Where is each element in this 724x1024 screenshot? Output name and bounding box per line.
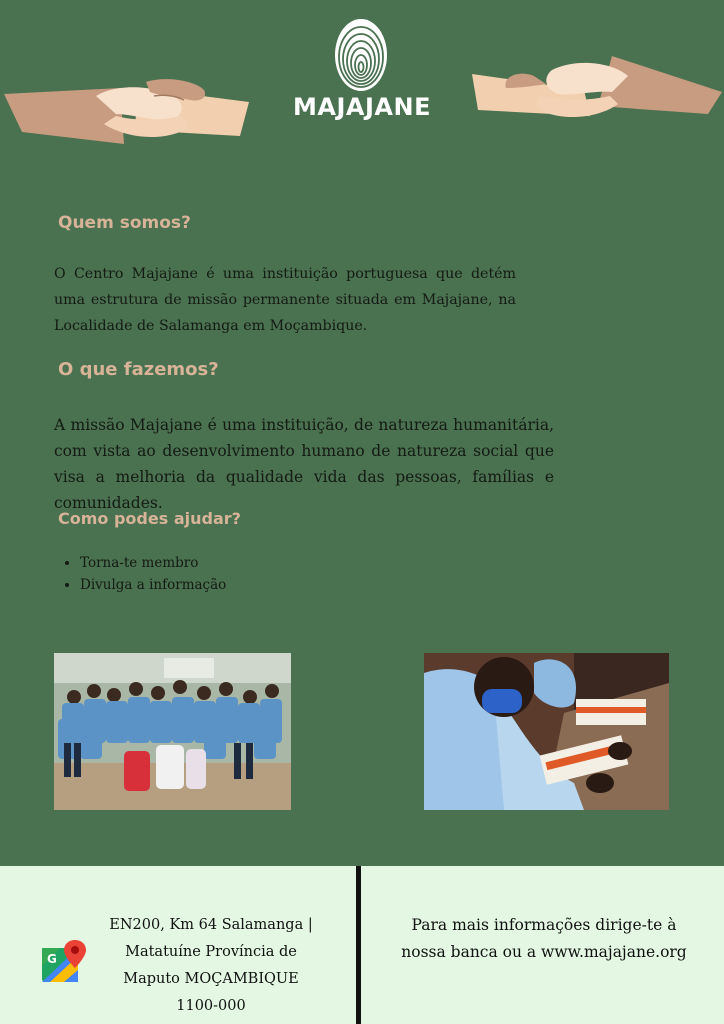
list-item: • Divulga a informação (80, 574, 226, 596)
section-heading-about: Quem somos? (58, 213, 191, 233)
section-heading-help: Como podes ajudar? (58, 509, 241, 528)
brand-name: MAJAJANE (293, 93, 431, 121)
about-text: O Centro Majajane é uma instituição portuguesa que detém uma estrutura de missão permanente situada em Majajane, na Localidade de Salamanga em Moçambique. (54, 266, 516, 334)
group-photo (54, 653, 291, 810)
address-line: Matatuíne Província de (125, 944, 297, 960)
address-block (106, 912, 316, 1020)
google-maps-icon[interactable] (42, 940, 86, 984)
what-text: A missão Majajane é uma instituição, de natureza humanitária, com vista ao desenvolvimento humano de natureza social que visa a melhoria da qualidade vida das pessoas, famílias e comunidades. (54, 416, 554, 512)
footer-divider (356, 866, 361, 1024)
svg-text:G: G (47, 952, 57, 966)
children-reading-photo (424, 653, 669, 810)
address-line: Maputo MOÇAMBIQUE (123, 971, 299, 987)
address-line: 1100-000 (176, 998, 246, 1014)
fingerprint-logo-icon (333, 17, 389, 93)
contact-info: Para mais informações dirige-te à nossa banca ou a www.majajane.org (401, 916, 687, 961)
address-line: EN200, Km 64 Salamanga | (109, 917, 313, 933)
help-list (56, 552, 226, 596)
handshake-right-icon (472, 46, 722, 128)
list-item: • Torna-te membro (80, 552, 226, 574)
header (0, 0, 724, 140)
section-heading-what: O que fazemos? (58, 359, 219, 380)
